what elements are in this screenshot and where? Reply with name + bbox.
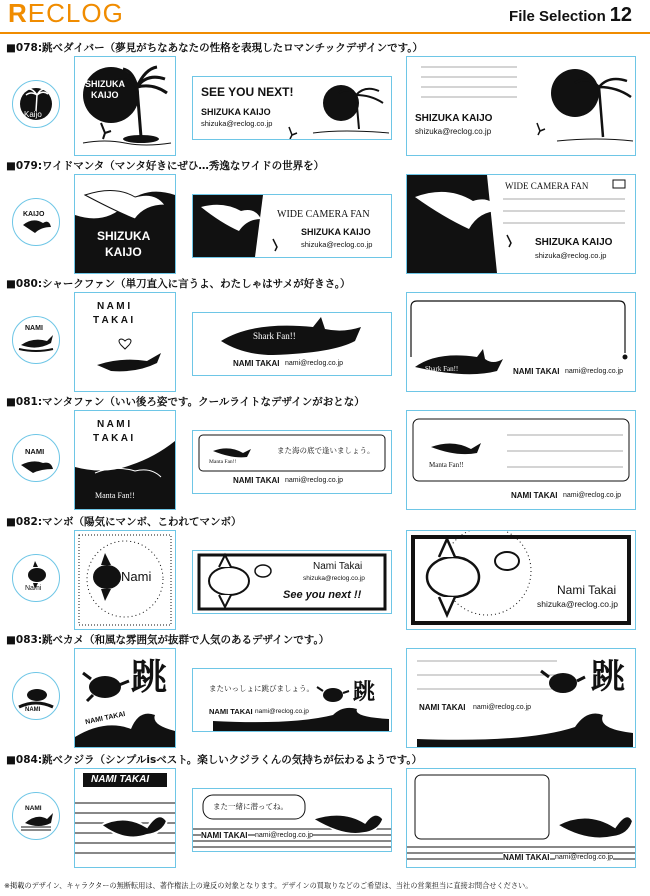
email: nami@reclog.co.jp [563, 492, 622, 499]
name: NAMI TAKAI [513, 367, 560, 376]
design-label [406, 768, 636, 868]
header-divider [0, 32, 650, 34]
name: NAMI TAKAI [201, 831, 248, 840]
headline: WIDE CAMERA FAN [505, 181, 589, 191]
name: NAMI TAKAI [419, 703, 466, 712]
circle-text: Nami [25, 585, 42, 592]
headline: SEE YOU NEXT! [201, 85, 294, 99]
message: また海の底で逢いましょう。 [277, 446, 375, 455]
name-line1: N A M I [97, 419, 131, 430]
label-art [407, 293, 635, 391]
design-item-082 [6, 514, 646, 636]
stamp-circle [12, 80, 60, 128]
email: nami@reclog.co.jp [285, 477, 344, 484]
stamp-circle [12, 792, 60, 840]
item-title: ■080:シャークファン（単刀直入に言うよ、わたしゃはサメが好きさ。） [6, 278, 351, 290]
name: Nami Takai [557, 583, 617, 597]
circle-text: NAMI [25, 707, 41, 713]
circle-text: NAMI [25, 447, 45, 456]
item-title: ■083:跳べカメ（和風な雰囲気が抜群で人気のあるデザインです。） [6, 634, 330, 646]
item-title: ■079:ワイドマンタ（マンタ好きにぜひ…秀逸なワイドの世界を） [6, 160, 325, 172]
name: NAMI TAKAI [503, 853, 550, 862]
name-line2: T A K A I [93, 315, 134, 326]
design-card [192, 668, 392, 732]
design-card [192, 430, 392, 494]
email: shizuka@reclog.co.jp [303, 575, 365, 582]
circle-text: Kaijo [24, 110, 42, 119]
file-selection-label: File Selection [509, 8, 606, 25]
item-title: ■081:マンタファン（いい後ろ姿です。クールライトなデザインがおとな） [6, 396, 365, 408]
email: shizuka@reclog.co.jp [535, 251, 607, 260]
name-line1: SHIZUKA [85, 79, 125, 89]
name-line1: Nami [121, 569, 152, 584]
file-selection-title [509, 4, 632, 27]
whale-card-art [193, 789, 391, 851]
design-item-079 [6, 158, 646, 280]
name-line2: KAIJO [91, 90, 119, 100]
design-label [406, 530, 636, 630]
message: また一緒に潜ってね。 [213, 802, 288, 811]
email: nami@reclog.co.jp [565, 368, 624, 375]
design-label [406, 648, 636, 748]
design-item-084 [6, 752, 646, 874]
item-title: ■084:跳べクジラ（シンプルisベスト。楽しいクジラくんの気持ちが伝わるようです。） [6, 754, 423, 766]
circle-text: KAIJO [23, 211, 45, 218]
stamp-circle [12, 554, 60, 602]
name-line2: T A K A I [93, 433, 134, 444]
design-card [192, 76, 392, 140]
name-line2: KAIJO [105, 245, 142, 259]
name: SHIZUKA KAIJO [535, 237, 613, 248]
name: NAMI TAKAI [233, 476, 280, 485]
design-card [192, 312, 392, 376]
name: SHIZUKA KAIJO [301, 227, 371, 237]
design-label [406, 56, 636, 156]
headline: Manta Fan!! [209, 459, 237, 465]
email: shizuka@reclog.co.jp [201, 119, 273, 128]
palm-icon [13, 81, 59, 127]
design-square [74, 410, 176, 510]
item-title: ■082:マンボ（陽気にマンボ、こわれてマンボ） [6, 516, 242, 528]
name-line1: SHIZUKA [97, 229, 151, 243]
email: nami@reclog.co.jp [255, 708, 309, 715]
design-square [74, 768, 176, 868]
kanji: 跳 [131, 656, 168, 698]
reclog-logo: RECLOG [8, 0, 124, 28]
design-card [192, 194, 392, 258]
email: nami@reclog.co.jp [285, 360, 344, 367]
headline: Shark Fan!! [425, 365, 459, 373]
name: NAMI TAKAI [233, 359, 280, 368]
design-square [74, 56, 176, 156]
stamp-circle [12, 672, 60, 720]
headline: See you next !! [283, 589, 362, 601]
diver-palm-art [75, 57, 175, 155]
name: NAMI TAKAI [511, 491, 558, 500]
name-line1: NAMI TAKAI [91, 774, 150, 785]
footer-note: ※掲載のデザイン、キャラクターの無断転用は、著作権法上の違反の対象となります。デザインの買取りなどのご希望は、当社の営業担当に直接お問合せください。 [4, 881, 533, 890]
label-art [407, 531, 635, 629]
design-card [192, 788, 392, 852]
name: SHIZUKA KAIJO [415, 113, 493, 124]
manta-icon [13, 435, 59, 481]
headline: Manta Fan!! [95, 491, 135, 500]
manta-icon [13, 199, 59, 245]
design-square [74, 174, 176, 274]
name: SHIZUKA KAIJO [201, 107, 271, 117]
stamp-circle [12, 316, 60, 364]
design-item-081 [6, 394, 646, 516]
design-item-080 [6, 276, 646, 398]
item-title: ■078:跳べダイバー（夢見がちなあなたの性格を表現したロマンチックデザインです。） [6, 42, 423, 54]
design-label [406, 292, 636, 392]
design-item-083 [6, 632, 646, 754]
name-line1: NAMI TAKAI [84, 710, 126, 727]
headline: Manta Fan!! [429, 461, 464, 469]
design-item-078 [6, 40, 646, 162]
stamp-circle [12, 434, 60, 482]
design-square [74, 530, 176, 630]
name: NAMI TAKAI [209, 707, 253, 716]
email: nami@reclog.co.jp [473, 704, 532, 711]
whale-icon [13, 793, 59, 839]
kanji: 跳 [353, 679, 376, 705]
page-header [0, 0, 650, 32]
design-label [406, 174, 636, 274]
circle-text: NAMI [25, 805, 42, 812]
email: nami@reclog.co.jp [555, 854, 614, 861]
email: shizuka@reclog.co.jp [537, 599, 618, 609]
design-card [192, 550, 392, 614]
label-art [407, 57, 635, 155]
stamp-circle [12, 198, 60, 246]
page-number: 12 [609, 4, 632, 26]
sunfish-icon [13, 555, 59, 601]
headline: Shark Fan!! [253, 331, 296, 341]
design-label [406, 410, 636, 510]
shark-icon [13, 317, 59, 363]
email: nami@reclog.co.jp [255, 832, 314, 839]
circle-text: NAMI [25, 325, 43, 332]
kanji: 跳 [591, 657, 625, 697]
email: shizuka@reclog.co.jp [415, 127, 492, 136]
headline: WIDE CAMERA FAN [277, 209, 370, 220]
name-line1: N A M I [97, 301, 131, 312]
message: またいっしょに跳びましょう。 [209, 684, 314, 693]
name: Nami Takai [313, 561, 363, 572]
design-square [74, 292, 176, 392]
email: shizuka@reclog.co.jp [301, 240, 373, 249]
design-square [74, 648, 176, 748]
